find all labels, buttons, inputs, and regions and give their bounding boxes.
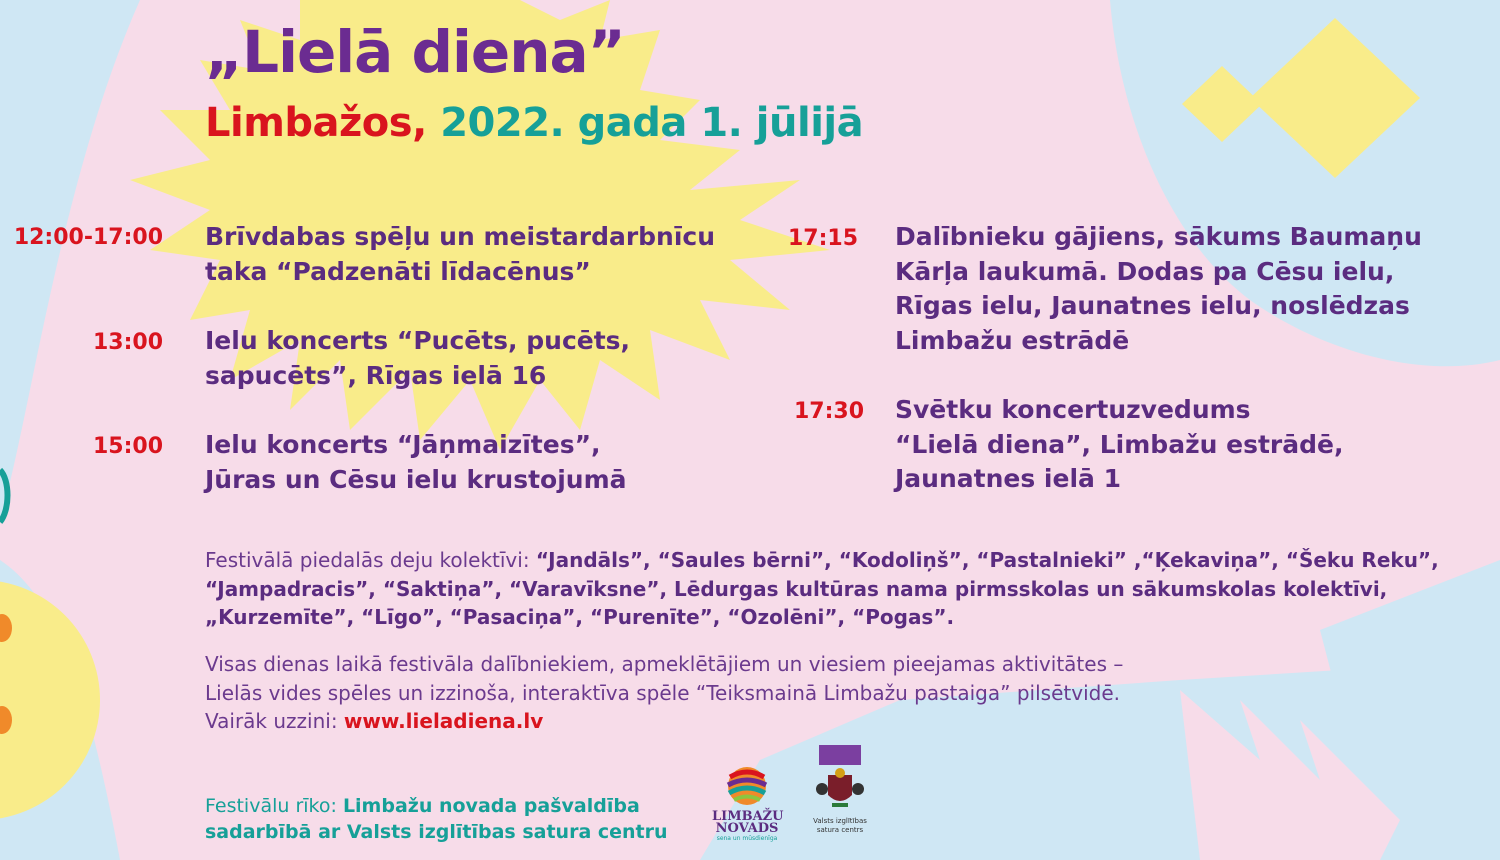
event-time: 17:30 bbox=[793, 399, 864, 424]
event-line: Jūras un Cēsu ielu krustojumā bbox=[205, 464, 627, 494]
ensembles-intro: Festivālā piedalās deju kolektīvi: bbox=[205, 548, 536, 572]
activities-line: Visas dienas laikā festivāla dalībniekiem, apmeklētājiem un viesiem pieejamas aktivitātes – bbox=[205, 652, 1124, 676]
organizer-text bbox=[205, 793, 668, 845]
visc-logo bbox=[808, 745, 872, 835]
organizer-partner: sadarbībā ar Valsts izglītības satura centru bbox=[205, 821, 668, 843]
event-description bbox=[895, 220, 1422, 358]
logo-tagline: sena un mūsdienīga bbox=[716, 835, 778, 842]
website-link[interactable]: www.lieladiena.lv bbox=[343, 709, 544, 733]
event-line: Kārļa laukumā. Dodas pa Cēsu ielu, bbox=[895, 256, 1395, 286]
event-line: taka “Padzenāti līdacēnus” bbox=[205, 256, 591, 286]
event-line: Jaunatnes ielā 1 bbox=[895, 464, 1121, 493]
event-line: Limbažu estrādē bbox=[895, 325, 1130, 355]
event-line: Brīvdabas spēļu un meistardarbnīcu bbox=[205, 222, 716, 251]
ensembles-text bbox=[205, 546, 1439, 632]
event-time: 13:00 bbox=[92, 330, 163, 355]
subtitle-place: Limbažos, bbox=[205, 100, 427, 146]
event-description bbox=[895, 393, 1343, 497]
more-info-label: Vairāk uzzini: bbox=[205, 709, 344, 733]
logo-line: NOVADS bbox=[715, 821, 779, 836]
event-line: Ielu koncerts “Jāņmaizītes”, bbox=[205, 430, 601, 459]
event-line: sapucēts”, Rīgas ielā 16 bbox=[205, 360, 547, 390]
subtitle-date: 2022. gada 1. jūlijā bbox=[440, 100, 864, 146]
organizer-name: Limbažu novada pašvaldība bbox=[342, 795, 640, 817]
event-description bbox=[205, 324, 630, 393]
logo-line: satura centrs bbox=[816, 826, 864, 834]
organizer-label: Festivālu rīko: bbox=[205, 795, 343, 817]
purple-bar bbox=[819, 745, 861, 765]
event-line: Rīgas ielu, Jaunatnes ielu, noslēdzas bbox=[895, 291, 1410, 320]
ensembles-line: „Kurzemīte”, “Līgo”, “Pasaciņa”, “Purenīte”, “Ozolēni”, “Pogas”. bbox=[205, 605, 955, 629]
page-subtitle bbox=[205, 100, 863, 146]
event-line: Svētku koncertuzvedums bbox=[895, 395, 1251, 424]
ensembles-line: “Jampadracis”, “Saktiņa”, “Varavīksne”, Lēdurgas kultūras nama pirmsskolas un sākumskolas kolektīvi, bbox=[205, 576, 1388, 601]
event-time: 12:00-17:00 bbox=[13, 225, 163, 250]
limbazi-novads-logo bbox=[712, 765, 782, 842]
event-line: Ielu koncerts “Pucēts, pucēts, bbox=[205, 326, 631, 355]
event-line: “Lielā diena”, Limbažu estrādē, bbox=[895, 429, 1344, 459]
logo-line: LIMBAŽU bbox=[712, 809, 784, 824]
activities-text bbox=[205, 650, 1123, 736]
coat-of-arms-icon bbox=[808, 765, 872, 813]
event-line: Dalībnieku gājiens, sākums Baumaņu bbox=[895, 222, 1422, 251]
event-description bbox=[205, 220, 715, 289]
yarn-ball-icon bbox=[712, 765, 782, 807]
ensembles-line: “Jandāls”, “Saules bērni”, “Kodoliņš”, “Pastalnieki” ,“Ķekaviņa”, “Šeku Reku”, bbox=[535, 548, 1439, 572]
activities-line: Lielās vides spēles un izzinoša, interaktīva spēle “Teiksmainā Limbažu pastaiga” pilsētvidē. bbox=[205, 680, 1120, 705]
logo-line: Valsts izglītības bbox=[813, 817, 867, 825]
event-time: 15:00 bbox=[92, 434, 163, 459]
event-time: 17:15 bbox=[787, 226, 858, 251]
page-title: „Lielā diena” bbox=[205, 18, 625, 86]
event-description bbox=[205, 428, 627, 497]
